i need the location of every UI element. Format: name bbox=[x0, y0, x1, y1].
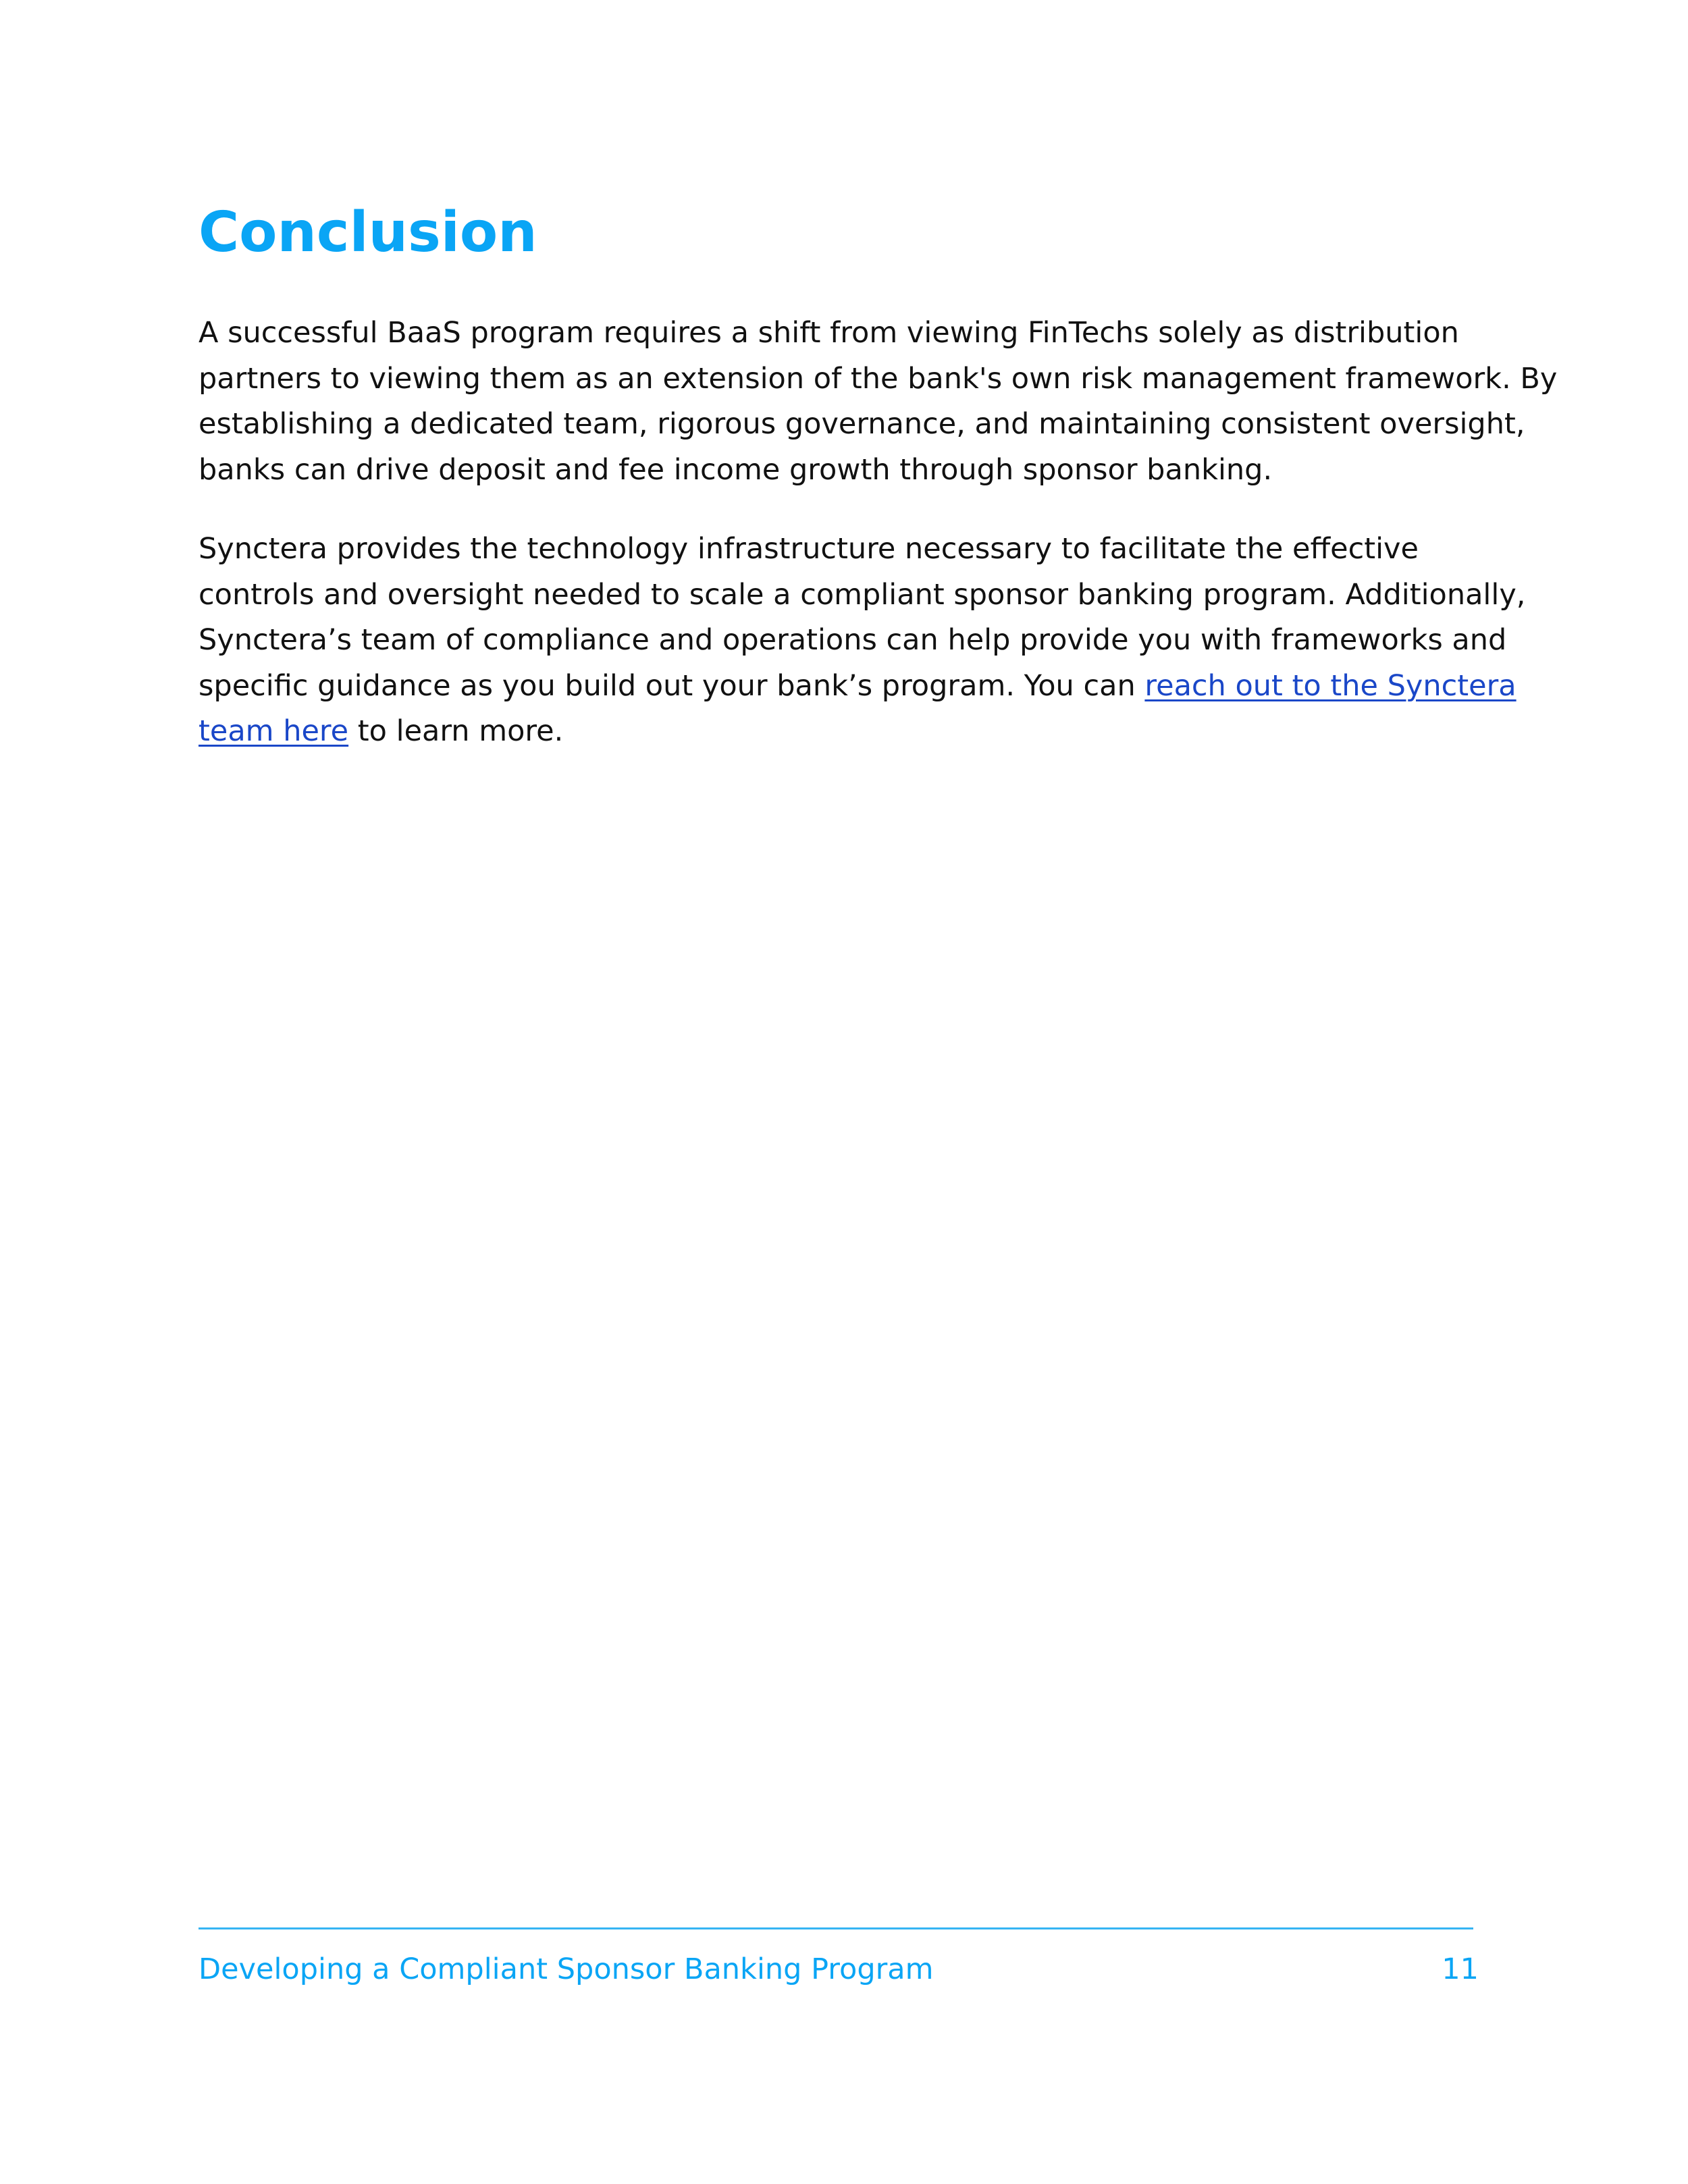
paragraph-line bbox=[199, 709, 1495, 755]
paragraph-line: Synctera’s team of compliance and operations can help provide you with frameworks and bbox=[199, 623, 1507, 657]
paragraph-line: establishing a dedicated team, rigorous governance, and maintaining consistent oversight, bbox=[199, 407, 1525, 441]
paragraph-line: partners to viewing them as an extension of the bank's own risk management framework. By bbox=[199, 361, 1558, 396]
paragraph-conclusion-summary bbox=[199, 311, 1558, 493]
paragraph-line: A successful BaaS program requires a shift from viewing FinTechs solely as distribution bbox=[199, 316, 1459, 350]
paragraph-text: specific guidance as you build out your bank’s program. You can bbox=[199, 668, 1145, 703]
paragraph-line bbox=[199, 664, 1516, 710]
contact-synctera-link-continued[interactable]: team here bbox=[199, 714, 349, 748]
page-number: 11 bbox=[1442, 1952, 1479, 1986]
footer-document-title: Developing a Compliant Sponsor Banking Program bbox=[199, 1952, 934, 1986]
paragraph-text: to learn more. bbox=[348, 714, 564, 748]
paragraph-line: Synctera provides the technology infrastructure necessary to facilitate the effective bbox=[199, 532, 1419, 566]
paragraph-line: controls and oversight needed to scale a compliant sponsor banking program. Additionally, bbox=[199, 577, 1526, 612]
contact-synctera-link[interactable]: reach out to the Synctera bbox=[1144, 668, 1516, 703]
paragraph-line: banks can drive deposit and fee income growth through sponsor banking. bbox=[199, 452, 1273, 487]
paragraph-synctera-offer bbox=[199, 527, 1526, 755]
page-heading: Conclusion bbox=[199, 201, 537, 265]
footer-divider bbox=[199, 1927, 1473, 1929]
